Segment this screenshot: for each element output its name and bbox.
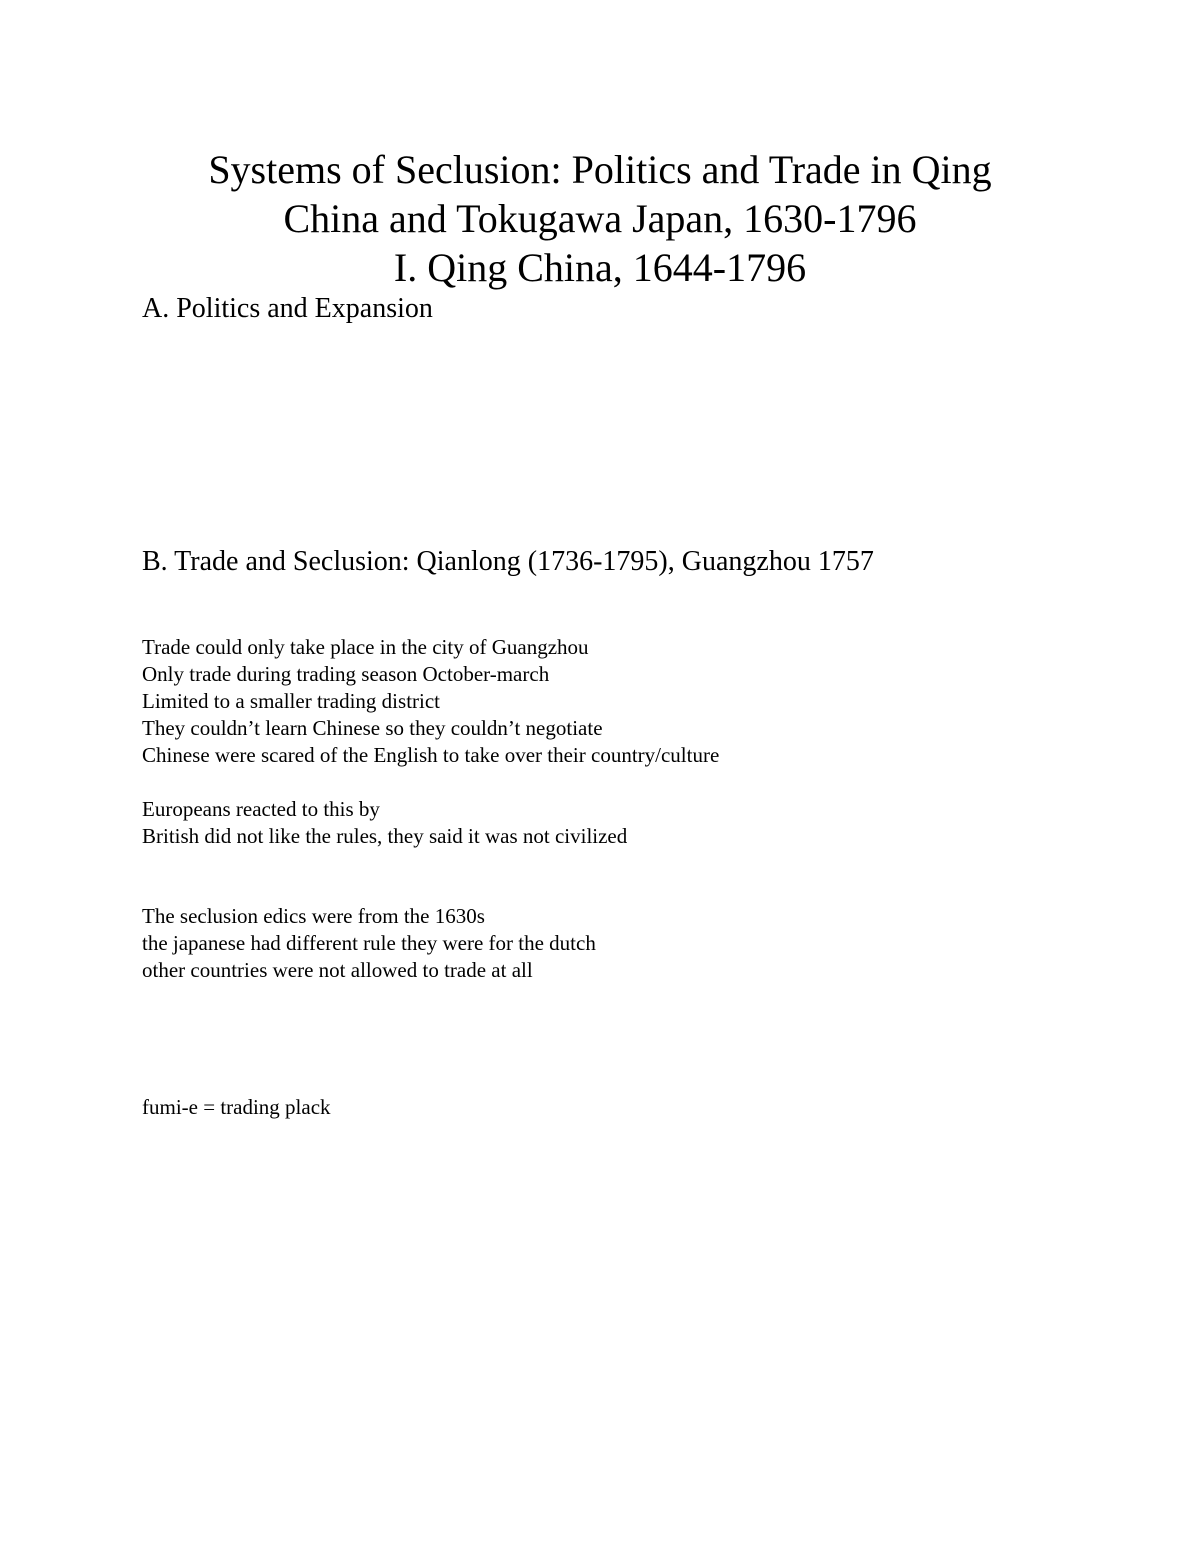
note-line: Chinese were scared of the English to take over their country/culture bbox=[142, 743, 720, 767]
document-title-line-1: Systems of Seclusion: Politics and Trade in Qing bbox=[208, 147, 992, 192]
note-line: Only trade during trading season October-march bbox=[142, 662, 550, 686]
note-line: fumi-e = trading plack bbox=[142, 1095, 331, 1119]
note-line: other countries were not allowed to trade at all bbox=[142, 958, 533, 982]
note-line: the japanese had different rule they were for the dutch bbox=[142, 931, 596, 955]
note-line: The seclusion edics were from the 1630s bbox=[142, 904, 485, 928]
section-heading-trade: B. Trade and Seclusion: Qianlong (1736-1795), Guangzhou 1757 bbox=[142, 546, 874, 577]
note-line: Trade could only take place in the city of Guangzhou bbox=[142, 635, 589, 659]
notes-guangzhou-rules bbox=[142, 634, 719, 769]
section-heading-politics: A. Politics and Expansion bbox=[142, 293, 433, 324]
document-title-line-2: China and Tokugawa Japan, 1630-1796 bbox=[283, 196, 917, 241]
notes-european-reaction bbox=[142, 796, 627, 850]
document-title-line-3: I. Qing China, 1644-1796 bbox=[393, 245, 807, 290]
note-line: British did not like the rules, they said it was not civilized bbox=[142, 824, 628, 848]
notes-seclusion-edicts bbox=[142, 903, 596, 984]
note-line: Limited to a smaller trading district bbox=[142, 689, 441, 713]
notes-fumi-e bbox=[142, 1094, 331, 1121]
note-line: They couldn’t learn Chinese so they couldn’t negotiate bbox=[142, 716, 603, 740]
note-line: Europeans reacted to this by bbox=[142, 797, 380, 821]
